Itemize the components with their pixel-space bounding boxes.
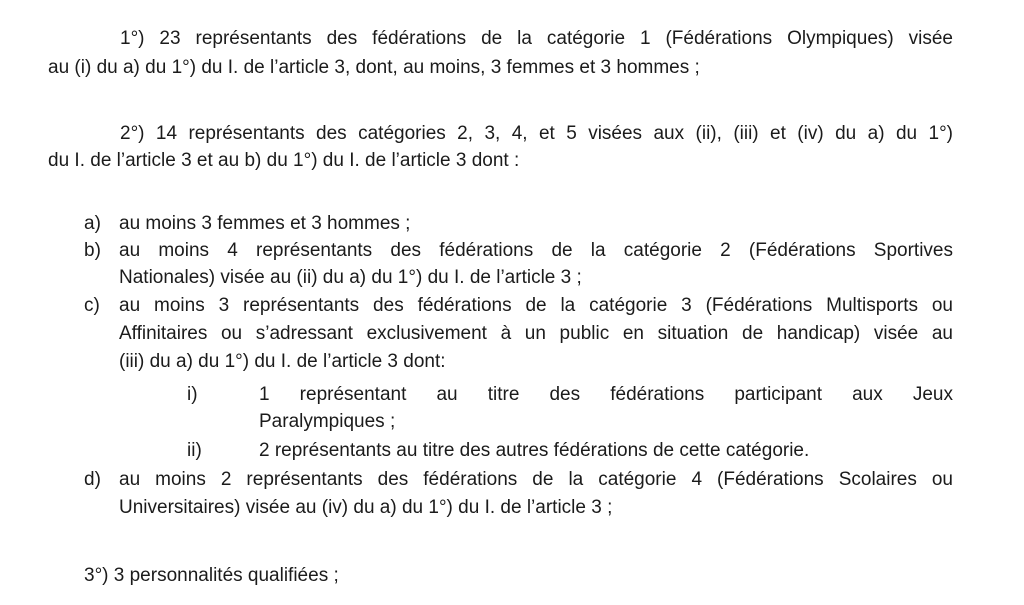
list-label-a: a) — [84, 213, 101, 234]
list-label-d: d) — [84, 469, 101, 490]
list-item-a-line-1: au moins 3 femmes et 3 hommes ; — [119, 213, 411, 234]
list-label-c: c) — [84, 295, 100, 316]
list-item-d-line-1: au moins 2 représentants des fédérations de la catégorie 4 (Fédérations Scolaires ou — [119, 469, 953, 490]
paragraph-1-line-2: au (i) du a) du 1°) du I. de l’article 3, dont, au moins, 3 femmes et 3 hommes ; — [48, 57, 700, 78]
sublist-item-i-line-1: 1 représentant au titre des fédérations participant aux Jeux — [259, 384, 953, 405]
paragraph-2-line-2: du I. de l’article 3 et au b) du 1°) du I. de l’article 3 dont : — [48, 150, 520, 171]
list-item-c-line-2: Affinitaires ou s’adressant exclusivement à un public en situation de handicap) visée au — [119, 323, 953, 344]
paragraph-1-line-1: 1°) 23 représentants des fédérations de la catégorie 1 (Fédérations Olympiques) visée — [120, 28, 953, 49]
list-item-b-line-2: Nationales) visée au (ii) du a) du 1°) du I. de l’article 3 ; — [119, 267, 582, 288]
list-item-b-line-1: au moins 4 représentants des fédérations de la catégorie 2 (Fédérations Sportives — [119, 240, 953, 261]
sublist-item-i-line-2: Paralympiques ; — [259, 411, 396, 432]
paragraph-2-line-1: 2°) 14 représentants des catégories 2, 3, 4, et 5 visées aux (ii), (iii) et (iv) du a) du 1°) — [120, 123, 953, 144]
sublist-label-ii: ii) — [187, 440, 202, 461]
list-item-c-line-3: (iii) du a) du 1°) du I. de l’article 3 dont: — [119, 351, 446, 372]
list-item-c-line-1: au moins 3 représentants des fédérations de la catégorie 3 (Fédérations Multisports ou — [119, 295, 953, 316]
sublist-item-ii-line-1: 2 représentants au titre des autres fédérations de cette catégorie. — [259, 440, 810, 461]
list-item-d-line-2: Universitaires) visée au (iv) du a) du 1°) du I. de l’article 3 ; — [119, 497, 613, 518]
list-label-b: b) — [84, 240, 101, 261]
sublist-label-i: i) — [187, 384, 198, 405]
paragraph-3-line-1: 3°) 3 personnalités qualifiées ; — [84, 565, 339, 586]
